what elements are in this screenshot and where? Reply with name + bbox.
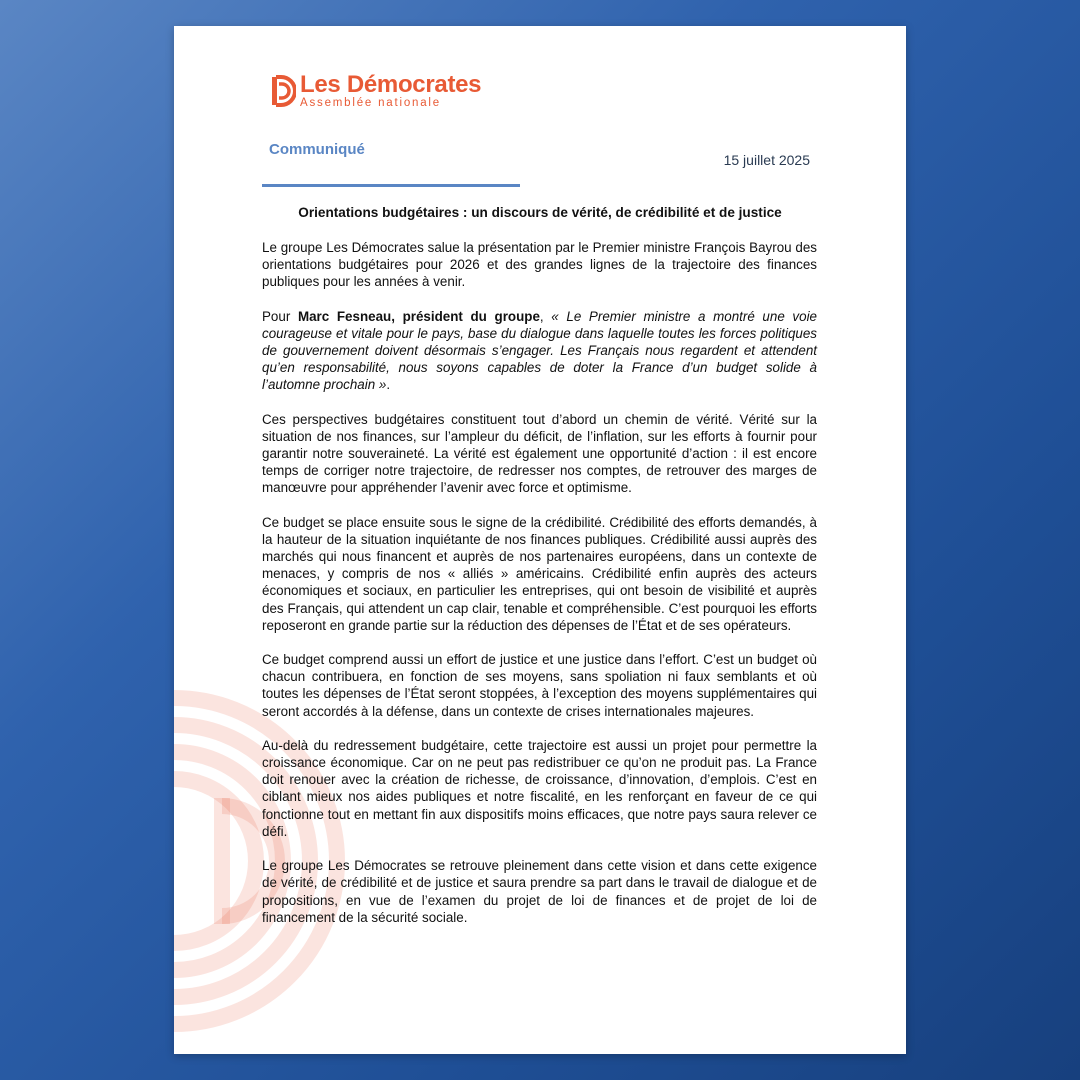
body-paragraph-credibilite: Ce budget se place ensuite sous le signe de la crédibilité. Crédibilité des efforts demandés, à la hauteur de la situation inquiétante de nos finances publiques. Crédibilité aussi auprès des marchés qui nous financent et auprès de nos partenaires européens, dans un contexte de menaces, y compris de nos « alliés » américains. Crédibilité enfin auprès des acteurs économiques et sociaux, en particulier les entreprises, qui ont besoin de visibilité et auprès des Français, qui attendent un cap clair, tenable et compréhensible. C’est pourquoi les efforts reposeront en grande partie sur la réduction des dépenses de l’État et de ses opérateurs. xyxy=(262,514,817,633)
intro-paragraph: Le groupe Les Démocrates salue la présentation par le Premier ministre François Bayrou des orientations budgétaires pour 2026 et des grandes lignes de la trajectoire des finances publiques pour les années à venir. xyxy=(262,240,817,290)
brand-logo xyxy=(272,70,482,109)
quote-text: « Le Premier ministre a montré une voie courageuse et vitale pour le pays, base du dialogue dans laquelle toutes les forces politiques de gouvernement doivent désormais s’engager. Les Français nous regardent et attendent qu’en responsabilité, nous soyons capables de doter la France d’un budget solide à l’automne prochain » xyxy=(262,308,817,393)
document-title: Orientations budgétaires : un discours de vérité, de crédibilité et de justice xyxy=(298,205,782,220)
document-body xyxy=(262,239,817,943)
brand-subtitle: Assemblée nationale xyxy=(300,96,441,109)
brand-d-icon xyxy=(272,75,296,107)
press-release-page xyxy=(174,26,906,1054)
quote-paragraph xyxy=(262,308,817,394)
brand-wordmark xyxy=(300,70,482,109)
document-date: 15 juillet 2025 xyxy=(723,152,810,168)
body-paragraph-verite: Ces perspectives budgétaires constituent tout d’abord un chemin de vérité. Vérité sur la situation de nos finances, sur l’ampleur du déficit, de l’inflation, sur les efforts à fournir pour garantir notre souveraineté. La vérité est également une opportunité d’action : il est encore temps de corriger notre trajectoire, de redresser nos comptes, de retrouver des marges de manœuvre pour appréhender l’avenir avec force et optimisme. xyxy=(262,411,817,496)
quote-lead: Pour xyxy=(262,308,298,324)
brand-name: Les Démocrates xyxy=(300,70,482,98)
document-type-label: Communiqué xyxy=(269,141,365,158)
quote-speaker: Marc Fesneau, président du groupe xyxy=(297,308,540,324)
header-divider xyxy=(262,184,520,187)
quote-separator: , xyxy=(539,308,552,324)
body-paragraph-justice: Ce budget comprend aussi un effort de justice et une justice dans l’effort. C’est un budget où chacun contribuera, en fonction de ses moyens, sans spoliation ni faux semblants et où toutes les dépenses de l’État seront stoppées, à l’exception des moyens supplémentaires qui seront accordés à la défense, dans un contexte de crises internationales majeures. xyxy=(262,652,817,719)
quote-end: . xyxy=(386,377,391,393)
body-paragraph-croissance: Au-delà du redressement budgétaire, cette trajectoire est aussi un projet pour permettre la croissance économique. Car on ne peut pas redistribuer ce qu’on ne produit pas. La France doit renouer avec la création de richesse, de croissance, d’innovation, d’emplois. C’est en ciblant mieux nos aides publiques et notre fiscalité, en les renforçant en faveur de ce qui fonctionne tout en mettant fin aux dispositifs moins efficaces, que notre pays saura relever ce défi. xyxy=(262,737,817,839)
body-paragraph-conclusion: Le groupe Les Démocrates se retrouve pleinement dans cette vision et dans cette exigence de vérité, de crédibilité et de justice et saura prendre sa part dans le travail de dialogue et de propositions, en vue de l’examen du projet de loi de finances et de projet de loi de financement de la sécurité sociale. xyxy=(262,858,817,925)
